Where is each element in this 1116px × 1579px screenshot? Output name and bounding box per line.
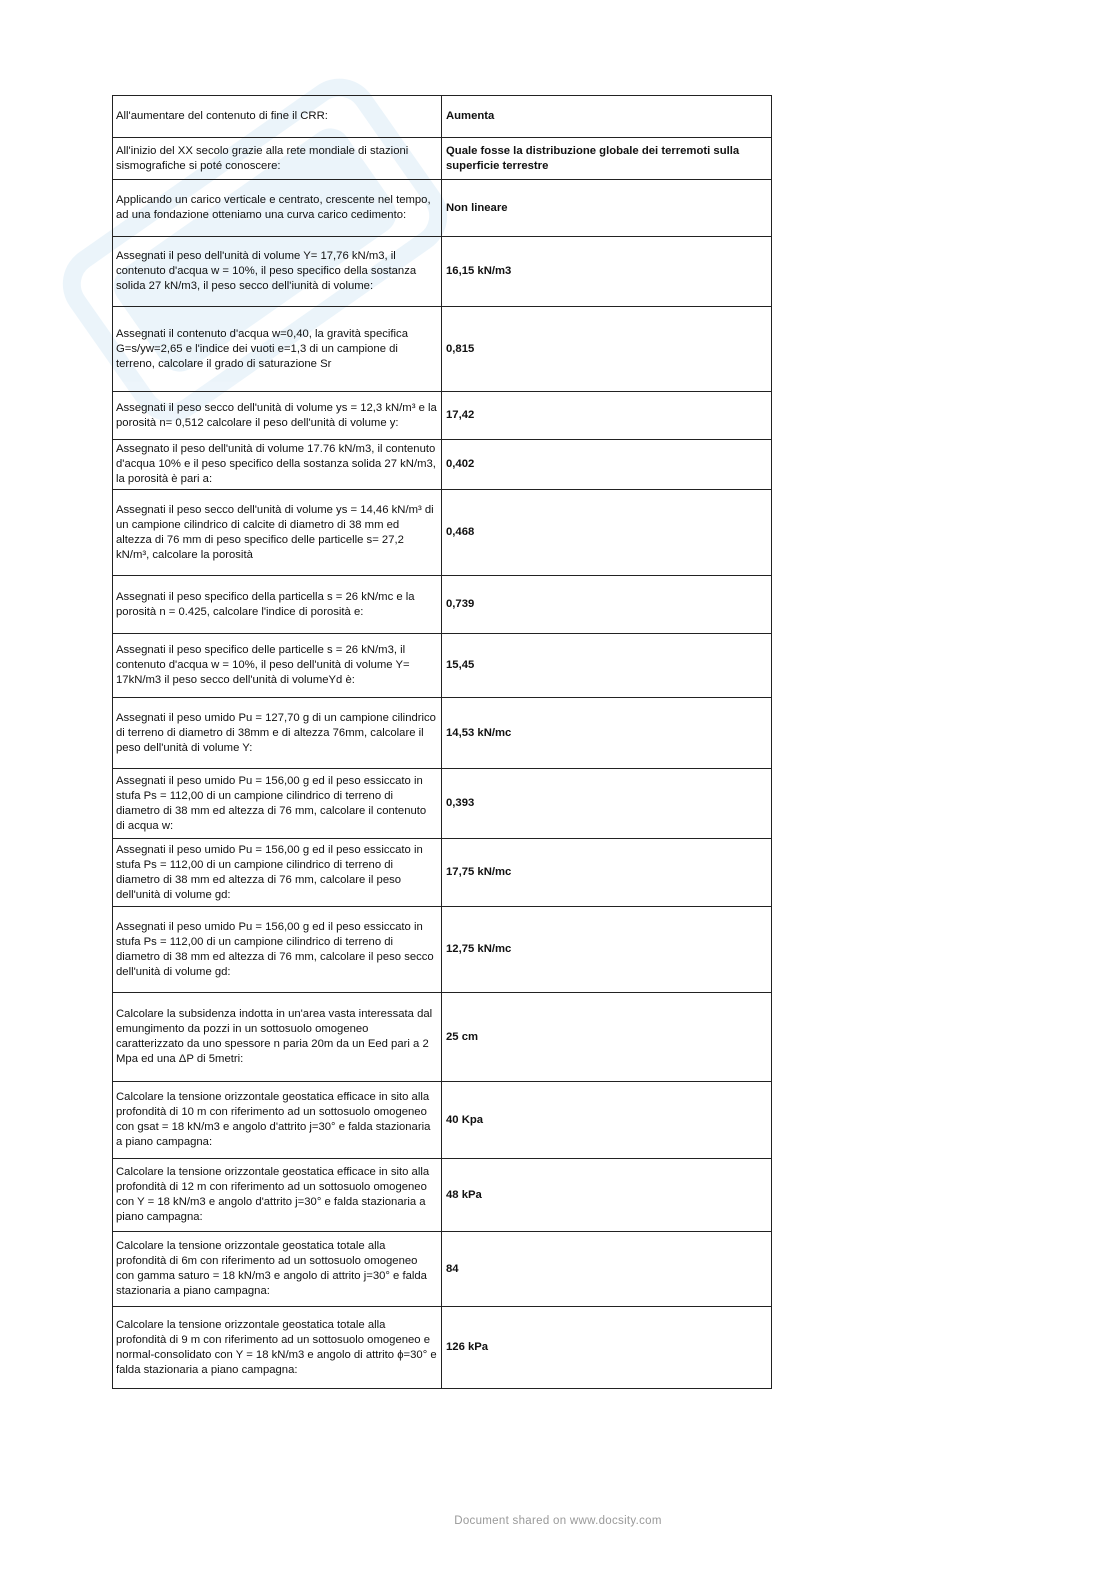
answer-cell: Aumenta (442, 96, 772, 138)
answer-cell: 25 cm (442, 993, 772, 1082)
question-cell: Assegnati il peso specifico della particella s = 26 kN/mc e la porosità n = 0.425, calcolare l'indice di porosità e: (113, 576, 442, 634)
answer-cell: Quale fosse la distribuzione globale dei terremoti sulla superficie terrestre (442, 138, 772, 180)
question-cell: Calcolare la tensione orizzontale geostatica totale alla profondità di 9 m con riferimento ad un sottosuolo omogeneo e normal-consolidato con Y = 18 kN/m3 e angolo di attrito ϕ=30° e falda stazionaria a piano campagna: (113, 1307, 442, 1389)
question-cell: Calcolare la tensione orizzontale geostatica efficace in sito alla profondità di 12 m con riferimento ad un sottosuolo omogeneo con Y = 18 kN/m3 e angolo d'attrito j=30° e falda stazionaria a piano campagna: (113, 1159, 442, 1232)
question-cell: Assegnati il contenuto d'acqua w=0,40, la gravità specifica G=s/yw=2,65 e l'indice dei vuoti e=1,3 di un campione di terreno, calcolare il grado di saturazione Sr (113, 307, 442, 392)
table-row (113, 839, 772, 907)
answer-cell: 0,468 (442, 490, 772, 576)
table-row (113, 392, 772, 440)
table-row (113, 993, 772, 1082)
question-cell: Calcolare la subsidenza indotta in un'area vasta interessata dal emungimento da pozzi in un sottosuolo omogeneo caratterizzato da uno spessore n paria 20m da un Eed pari a 2 Mpa ed una ΔP di 5metri: (113, 993, 442, 1082)
answer-cell: 17,75 kN/mc (442, 839, 772, 907)
answer-cell: 14,53 kN/mc (442, 698, 772, 769)
question-cell: Assegnati il peso umido Pu = 156,00 g ed il peso essiccato in stufa Ps = 112,00 di un campione cilindrico di terreno di diametro di 38 mm ed altezza di 76 mm, calcolare il contenuto di acqua w: (113, 769, 442, 839)
answer-cell: 0,815 (442, 307, 772, 392)
question-cell: Calcolare la tensione orizzontale geostatica efficace in sito alla profondità di 10 m con riferimento ad un sottosuolo omogeneo con gsat = 18 kN/m3 e angolo d'attrito j=30° e falda stazionaria a piano campagna: (113, 1082, 442, 1159)
table-row (113, 698, 772, 769)
question-cell: Applicando un carico verticale e centrato, crescente nel tempo, ad una fondazione otteniamo una curva carico cedimento: (113, 180, 442, 237)
table-row (113, 634, 772, 698)
table-row (113, 237, 772, 307)
table-row (113, 907, 772, 993)
question-cell: Assegnati il peso secco dell'unità di volume ys = 14,46 kN/m³ di un campione cilindrico di calcite di diametro di 38 mm ed altezza di 76 mm di peso specifico delle particelle s= 27,2 kN/m³, calcolare la porosità (113, 490, 442, 576)
table-row (113, 307, 772, 392)
answer-cell: 17,42 (442, 392, 772, 440)
qa-table (112, 95, 772, 1389)
question-cell: Assegnati il peso dell'unità di volume Y= 17,76 kN/m3, il contenuto d'acqua w = 10%, il peso specifico della sostanza solida 27 kN/m3, il peso secco dell'iunità di volume: (113, 237, 442, 307)
table-row (113, 1082, 772, 1159)
answer-cell: 0,739 (442, 576, 772, 634)
answer-cell: 40 Kpa (442, 1082, 772, 1159)
question-cell: Assegnati il peso specifico delle particelle s = 26 kN/m3, il contenuto d'acqua w = 10%, il peso dell'unità di volume Y= 17kN/m3 il peso secco dell'unità di volumeYd è: (113, 634, 442, 698)
table-row (113, 490, 772, 576)
question-cell: All'aumentare del contenuto di fine il CRR: (113, 96, 442, 138)
question-cell: Calcolare la tensione orizzontale geostatica totale alla profondità di 6m con riferimento ad un sottosuolo omogeneo con gamma saturo = 18 kN/m3 e angolo di attrito j=30° e falda stazionaria a piano campagna: (113, 1232, 442, 1307)
table-row (113, 576, 772, 634)
answer-cell: 15,45 (442, 634, 772, 698)
question-cell: Assegnati il peso umido Pu = 127,70 g di un campione cilindrico di terreno di diametro di 38mm e di altezza 76mm, calcolare il peso dell'unità di volume Y: (113, 698, 442, 769)
question-cell: Assegnati il peso secco dell'unità di volume ys = 12,3 kN/m³ e la porosità n= 0,512 calcolare il peso dell'unità di volume y: (113, 392, 442, 440)
answer-cell: 0,402 (442, 440, 772, 490)
docsity-footer: Document shared on www.docsity.com (454, 1515, 662, 1527)
table-row (113, 1159, 772, 1232)
answer-cell: 126 kPa (442, 1307, 772, 1389)
answer-cell: 84 (442, 1232, 772, 1307)
answer-cell: 48 kPa (442, 1159, 772, 1232)
question-cell: Assegnati il peso umido Pu = 156,00 g ed il peso essiccato in stufa Ps = 112,00 di un campione cilindrico di terreno di diametro di 38 mm ed altezza di 76 mm, calcolare il peso dell'unità di volume gd: (113, 839, 442, 907)
table-row (113, 138, 772, 180)
question-cell: All'inizio del XX secolo grazie alla rete mondiale di stazioni sismografiche si poté conoscere: (113, 138, 442, 180)
table-row (113, 96, 772, 138)
table-row (113, 769, 772, 839)
answer-cell: 0,393 (442, 769, 772, 839)
table-row (113, 1232, 772, 1307)
question-cell: Assegnato il peso dell'unità di volume 17.76 kN/m3, il contenuto d'acqua 10% e il peso specifico della sostanza solida 27 kN/m3, la porosità è pari a: (113, 440, 442, 490)
answer-cell: 16,15 kN/m3 (442, 237, 772, 307)
table-row (113, 1307, 772, 1389)
answer-cell: 12,75 kN/mc (442, 907, 772, 993)
question-cell: Assegnati il peso umido Pu = 156,00 g ed il peso essiccato in stufa Ps = 112,00 di un campione cilindrico di terreno di diametro di 38 mm ed altezza di 76 mm, calcolare il peso secco dell'unità di volume gd: (113, 907, 442, 993)
table-row (113, 180, 772, 237)
table-row (113, 440, 772, 490)
answer-cell: Non lineare (442, 180, 772, 237)
